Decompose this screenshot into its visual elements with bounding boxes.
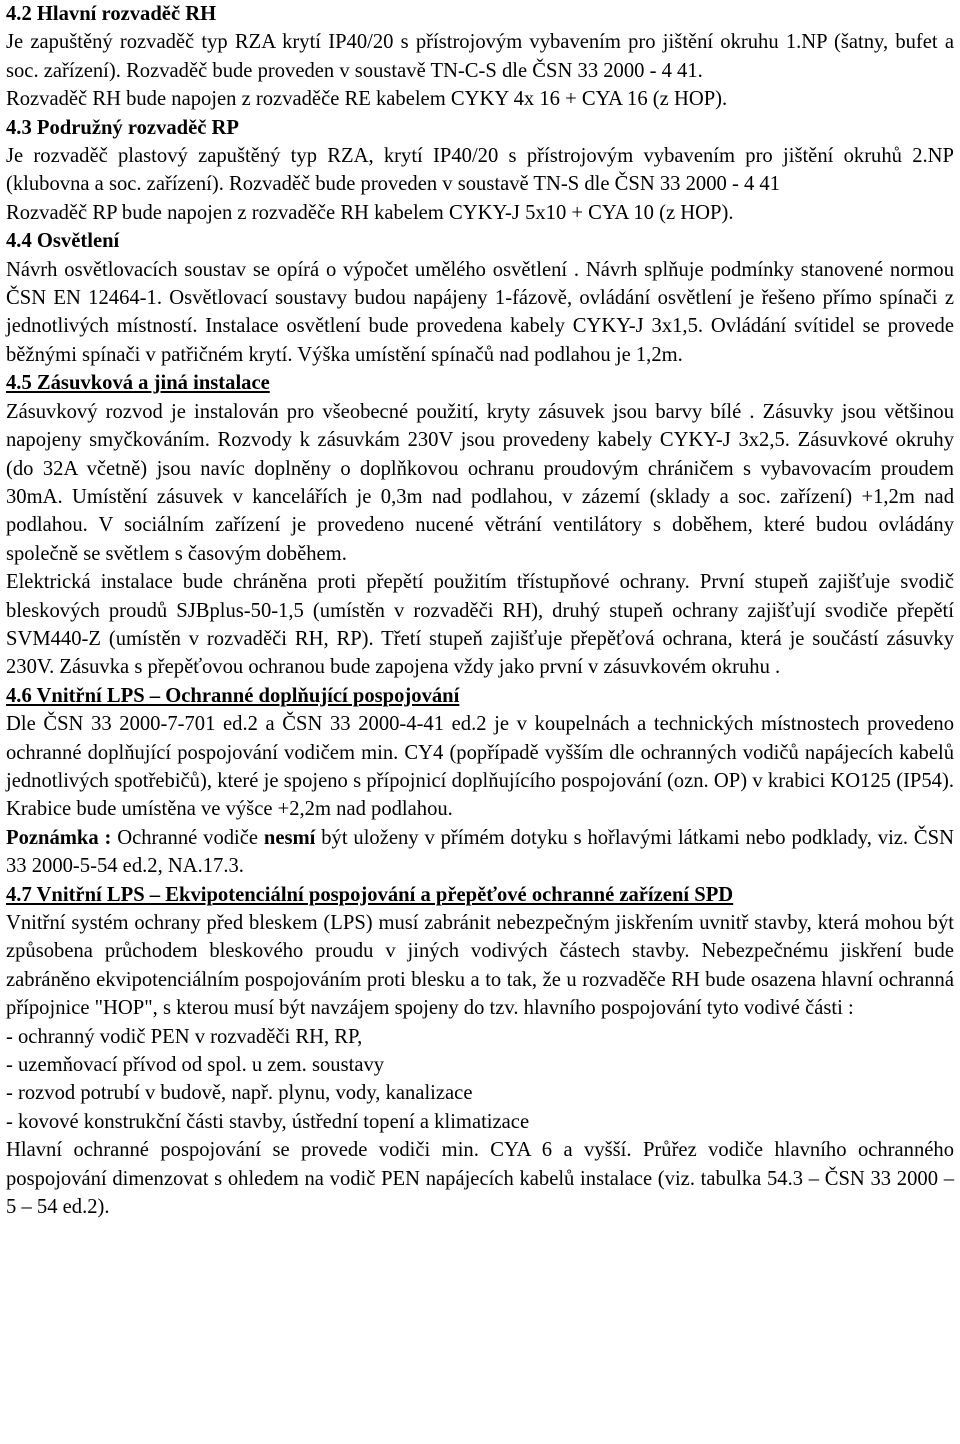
paragraph: Hlavní ochranné pospojování se provede vodiči min. CYA 6 a vyšší. Průřez vodiče hlavního ochranného pospojování dimenzovat s ohledem na vodič PEN napájecích kabelů instalace (viz. tabulka 54.3 – ČSN 33 2000 – 5 – 54 ed.2). [6,1139,954,1219]
paragraph: Dle ČSN 33 2000-7-701 ed.2 a ČSN 33 2000-4-41 ed.2 je v koupelnách a technických místnostech provedeno ochranné doplňující pospojování vodičem min. CY4 (popřípadě vyšším dle ochranných vodičů napájecích kabelů jednotlivých spotřebičů), které je spojeno s přípojnicí doplňujícího pospojování (ozn. OP) v krabici KO125 (IP54). Krabice bude umístěna ve výšce +2,2m nad podlahou. [6,713,954,821]
paragraph: Elektrická instalace bude chráněna proti přepětí použitím třístupňové ochrany. První stupeň zajišťuje svodič bleskových proudů SJBplus-50-1,5 (umístěn v rozvaděči RH), druhý stupeň ochrany zajišťují svodiče přepětí SVM440-Z (umístěn v rozvaděči RH, RP). Třetí stupeň zajišťuje přepěťová ochrana, která je součástí zásuvky 230V. Zásuvka s přepěťovou ochranou bude zapojena vždy jako první v zásuvkovém okruhu . [6,571,954,679]
section-heading-4-5: 4.5 Zásuvková a jiná instalace [6,372,270,395]
paragraph: Je zapuštěný rozvaděč typ RZA krytí IP40/20 s přístrojovým vybavením pro jištění okruhu 1.NP (šatny, bufet a soc. zařízení). Rozvaděč bude proveden v soustavě TN-C-S dle ČSN 33 2000 - 4 41. [6,31,954,82]
paragraph: Je rozvaděč plastový zapuštěný typ RZA, krytí IP40/20 s přístrojovým vybavením pro jištění okruhů 2.NP (klubovna a soc. zařízení). Rozvaděč bude proveden v soustavě TN-S dle ČSN 33 2000 - 4 41 [6,145,954,196]
note-paragraph [6,824,954,881]
paragraph: Rozvaděč RP bude napojen z rozvaděče RH kabelem CYKY-J 5x10 + CYA 10 (z HOP). [6,201,734,224]
section-heading-4-3: 4.3 Podružný rozvaděč RP [6,116,239,139]
paragraph: Návrh osvětlovacích soustav se opírá o výpočet umělého osvětlení . Návrh splňuje podmínky stanovené normou ČSN EN 12464-1. Osvětlovací soustavy budou napájeny 1-fázově, ovládání osvětlení je řešeno přímo spínači z jednotlivých místností. Instalace osvětlení bude provedena kabely CYKY-J 3x1,5. Ovládání svítidel se provede běžnými spínači v patřičném krytí. Výška umístění spínačů nad podlahou je 1,2m. [6,258,954,366]
paragraph: Vnitřní systém ochrany před bleskem (LPS) musí zabránit nebezpečným jiskřením uvnitř stavby, která mohou být způsobena průchodem bleskového proudu v jiných vodivých částech stavby. Nebezpečnému jiskření bude zabráněno ekvipotenciálním pospojováním proti blesku a to tak, že u rozvaděče RH bude osazena hlavní ochranná přípojnice "HOP", s kterou musí být navzájem spojeny do tzv. hlavního pospojování tyto vodivé části : [6,912,954,1020]
section-heading-4-2: 4.2 Hlavní rozvaděč RH [6,3,217,25]
section-heading-4-7: 4.7 Vnitřní LPS – Ekvipotenciální pospojování a přepěťové ochranné zařízení SPD [6,883,734,906]
note-emphasis: nesmí [263,826,316,849]
note-label: Poznámka : [6,826,112,849]
note-text: být uloženy v přímém dotyku s hořlavými látkami nebo podklady, viz. ČSN 33 2000-5-54 ed.2, NA.17.3. [6,826,954,878]
list-item: - rozvod potrubí v budově, např. plynu, vody, kanalizace [6,1082,473,1105]
paragraph: Rozvaděč RH bude napojen z rozvaděče RE kabelem CYKY 4x 16 + CYA 16 (z HOP). [6,88,728,111]
bonding-list [6,1023,954,1137]
list-item: - kovové konstrukční části stavby, ústřední topení a klimatizace [6,1110,530,1133]
note-text: Ochranné vodiče [111,826,264,849]
list-item: - ochranný vodič PEN v rozvaděči RH, RP, [6,1025,363,1048]
section-heading-4-6: 4.6 Vnitřní LPS – Ochranné doplňující pospojování [6,684,460,707]
section-heading-4-4: 4.4 Osvětlení [6,230,120,253]
paragraph: Zásuvkový rozvod je instalován pro všeobecné použití, kryty zásuvek jsou barvy bílé . Zásuvky jsou většinou napojeny smyčkováním. Rozvody k zásuvkám 230V jsou provedeny kabely CYKY-J 3x2,5. Zásuvkové okruhy (do 32A včetně) jsou navíc doplněny o doplňkovou ochranu proudovým chráničem s vybavovacím proudem 30mA. Umístění zásuvek v kancelářích je 0,3m nad podlahou, v zázemí (sklady a soc. zařízení) +1,2m nad podlahou. V sociálním zařízení je provedeno nucené větrání ventilátory s doběhem, které budou ovládány společně se světlem s časovým doběhem. [6,400,954,565]
list-item: - uzemňovací přívod od spol. u zem. soustavy [6,1054,385,1077]
